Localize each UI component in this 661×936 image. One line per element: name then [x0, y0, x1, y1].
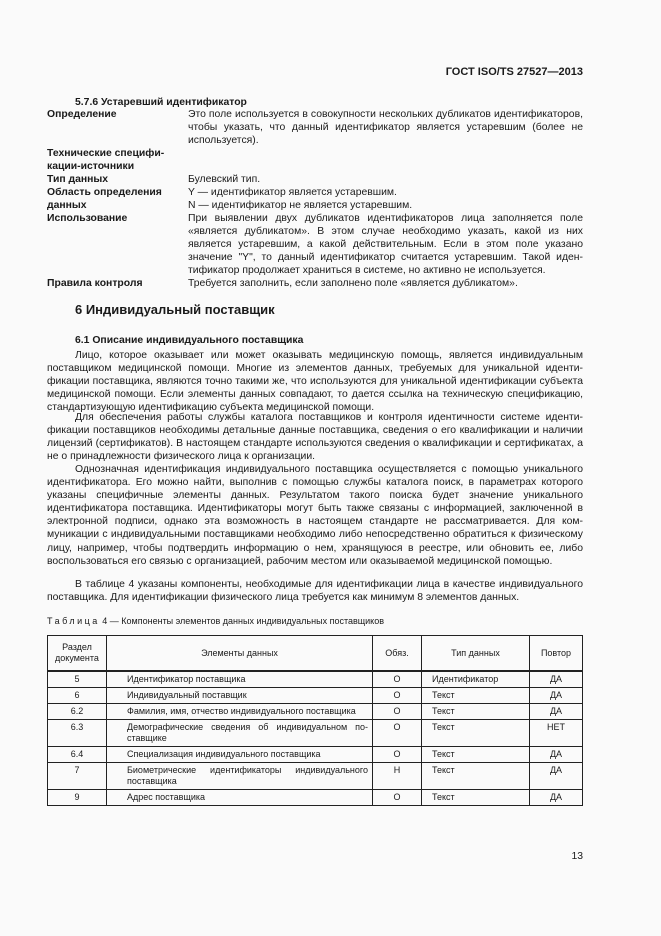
cell-repeat: ДА [530, 671, 583, 688]
cell-type: Идентификатор [422, 671, 530, 688]
def-label-control-rules: Правила контроля [47, 278, 143, 289]
cell-required: О [373, 704, 422, 720]
section-5-7-6-title: 5.7.6 Устаревший идентификатор [75, 97, 247, 108]
cell-type: Текст [422, 763, 530, 790]
cell-repeat: ДА [530, 688, 583, 704]
def-label-tech-specs: Технические спецификации-источники [47, 148, 165, 173]
table-caption-word: Таблица [47, 616, 100, 626]
cell-type: Текст [422, 704, 530, 720]
paragraph-4: В таблице 4 указаны компоненты, необходимые для идентификации лица в качестве индивидуального поставщика. Для идентификации физического лица требуется как минимум 8 элементов данных. [47, 579, 583, 604]
header-elements: Элементы данных [107, 636, 373, 672]
cell-required: О [373, 790, 422, 806]
cell-section: 5 [48, 671, 107, 688]
cell-section: 6 [48, 688, 107, 704]
cell-element: Специализация индивидуального поставщика [107, 747, 373, 763]
def-text-data-type: Булевский тип. [188, 174, 261, 185]
table-row [48, 720, 583, 747]
section-6-title: 6 Индивидуальный поставщик [75, 302, 275, 317]
table-row [48, 704, 583, 720]
table-row [48, 688, 583, 704]
table-4 [47, 635, 583, 806]
def-text-usage: При выявлении двух дубликатов идентификаторов лица заполняется поле «является дубликатом». В этом случае необходимо указать, какой из них является устаревшим, а какой действительным. Если в этом поле указано значение "Y", то данный идентификатор считается устаревшим. Такой идентификатор продолжает храниться в системе, но активно не используется. [188, 213, 583, 277]
cell-type: Текст [422, 790, 530, 806]
paragraph-2: Для обеспечения работы службы каталога поставщиков и контроля идентичности системе идентификации поставщиков необходимы детальные данные поставщика, сведения о его квалификации и наличии лицензий (сертификатов). В настоящем стандарте используются сведения о квалификации и сертификатах, а не о принадлежности физического лица к организации. [47, 412, 583, 463]
def-text-domain-y: Y — идентификатор является устаревшим. [188, 187, 397, 198]
cell-element: Фамилия, имя, отчество индивидуального поставщика [107, 704, 373, 720]
header-required: Обяз. [373, 636, 422, 672]
table-row [48, 747, 583, 763]
cell-section: 9 [48, 790, 107, 806]
table-row [48, 763, 583, 790]
cell-type: Текст [422, 688, 530, 704]
cell-repeat: ДА [530, 790, 583, 806]
def-text-control-rules: Требуется заполнить, если заполнено поле «является дубликатом». [188, 278, 518, 289]
table-4-caption [47, 615, 384, 628]
cell-repeat: ДА [530, 704, 583, 720]
def-label-domain: Область определения данных [47, 187, 162, 212]
cell-element: Биометрические идентификаторы индивидуального поставщика [107, 763, 373, 790]
cell-type: Текст [422, 720, 530, 747]
table-row [48, 671, 583, 688]
def-text-definition: Это поле используется в совокупности нескольких дубликатов идентификаторов, чтобы указать, что данный идентификатор является устаревшим (более не используется). [188, 109, 583, 147]
table-header-row [48, 636, 583, 672]
cell-required: О [373, 747, 422, 763]
document-header: ГОСТ ISO/TS 27527—2013 [445, 66, 583, 78]
cell-repeat: ДА [530, 747, 583, 763]
cell-required: О [373, 688, 422, 704]
page-number: 13 [571, 851, 583, 862]
cell-required: О [373, 671, 422, 688]
def-label-data-type: Тип данных [47, 174, 109, 185]
section-6-1-title: 6.1 Описание индивидуального поставщика [75, 335, 304, 346]
cell-section: 7 [48, 763, 107, 790]
header-section: Раздел документа [48, 636, 107, 672]
def-label-usage: Использование [47, 213, 128, 224]
cell-repeat: ДА [530, 763, 583, 790]
table-caption-rest: 4 — Компоненты элементов данных индивидуальных поставщиков [99, 616, 385, 626]
table-row [48, 790, 583, 806]
paragraph-3: Однозначная идентификация индивидуального поставщика осуществляется с помощью уникального идентификатора. Его можно найти, выполнив с помощью службы каталога поиск, в параметрах которого указаны специфичные элементы данных. Результатом такого поиска будет значение уникального идентификатора поставщика. Идентификаторы могут быть также связаны с информацией, заключенной в электронной подписи, однако эта возможность в настоящем стандарте не рассматривается. Для коммуникации с индивидуальными поставщиками необходимо либо непосредственно обратиться к физическому лицу, например, чтобы подтвердить информацию о нем, хранящуюся в реестре, или обновить ее, либо воспользоваться его связью с организацией, рабочим местом или оказываемой медицинской помощью. [47, 464, 583, 567]
cell-type: Текст [422, 747, 530, 763]
cell-element: Адрес поставщика [107, 790, 373, 806]
cell-required: Н [373, 763, 422, 790]
cell-section: 6.2 [48, 704, 107, 720]
cell-section: 6.3 [48, 720, 107, 747]
header-data-type: Тип данных [422, 636, 530, 672]
def-text-domain-n: N — идентификатор не является устаревшим. [188, 200, 413, 211]
cell-repeat: НЕТ [530, 720, 583, 747]
cell-required: О [373, 720, 422, 747]
def-label-definition: Определение [47, 109, 117, 120]
cell-element: Идентификатор поставщика [107, 671, 373, 688]
cell-element: Индивидуальный поставщик [107, 688, 373, 704]
paragraph-1: Лицо, которое оказывает или может оказывать медицинскую помощь, является индивидуальным поставщиком медицинской помощи. Многие из элементов данных, требуемых для уникальной идентификации поставщика, являются точно такими же, что используются для уникальной идентификации субъекта медицинской помощи. Если элементы данных совпадают, то дается ссылка на техническую спецификацию, стандартизующую идентификацию субъекта медицинской помощи. [47, 350, 583, 414]
header-repeat: Повтор [530, 636, 583, 672]
cell-section: 6.4 [48, 747, 107, 763]
cell-element: Демографические сведения об индивидуальном поставщике [107, 720, 373, 747]
